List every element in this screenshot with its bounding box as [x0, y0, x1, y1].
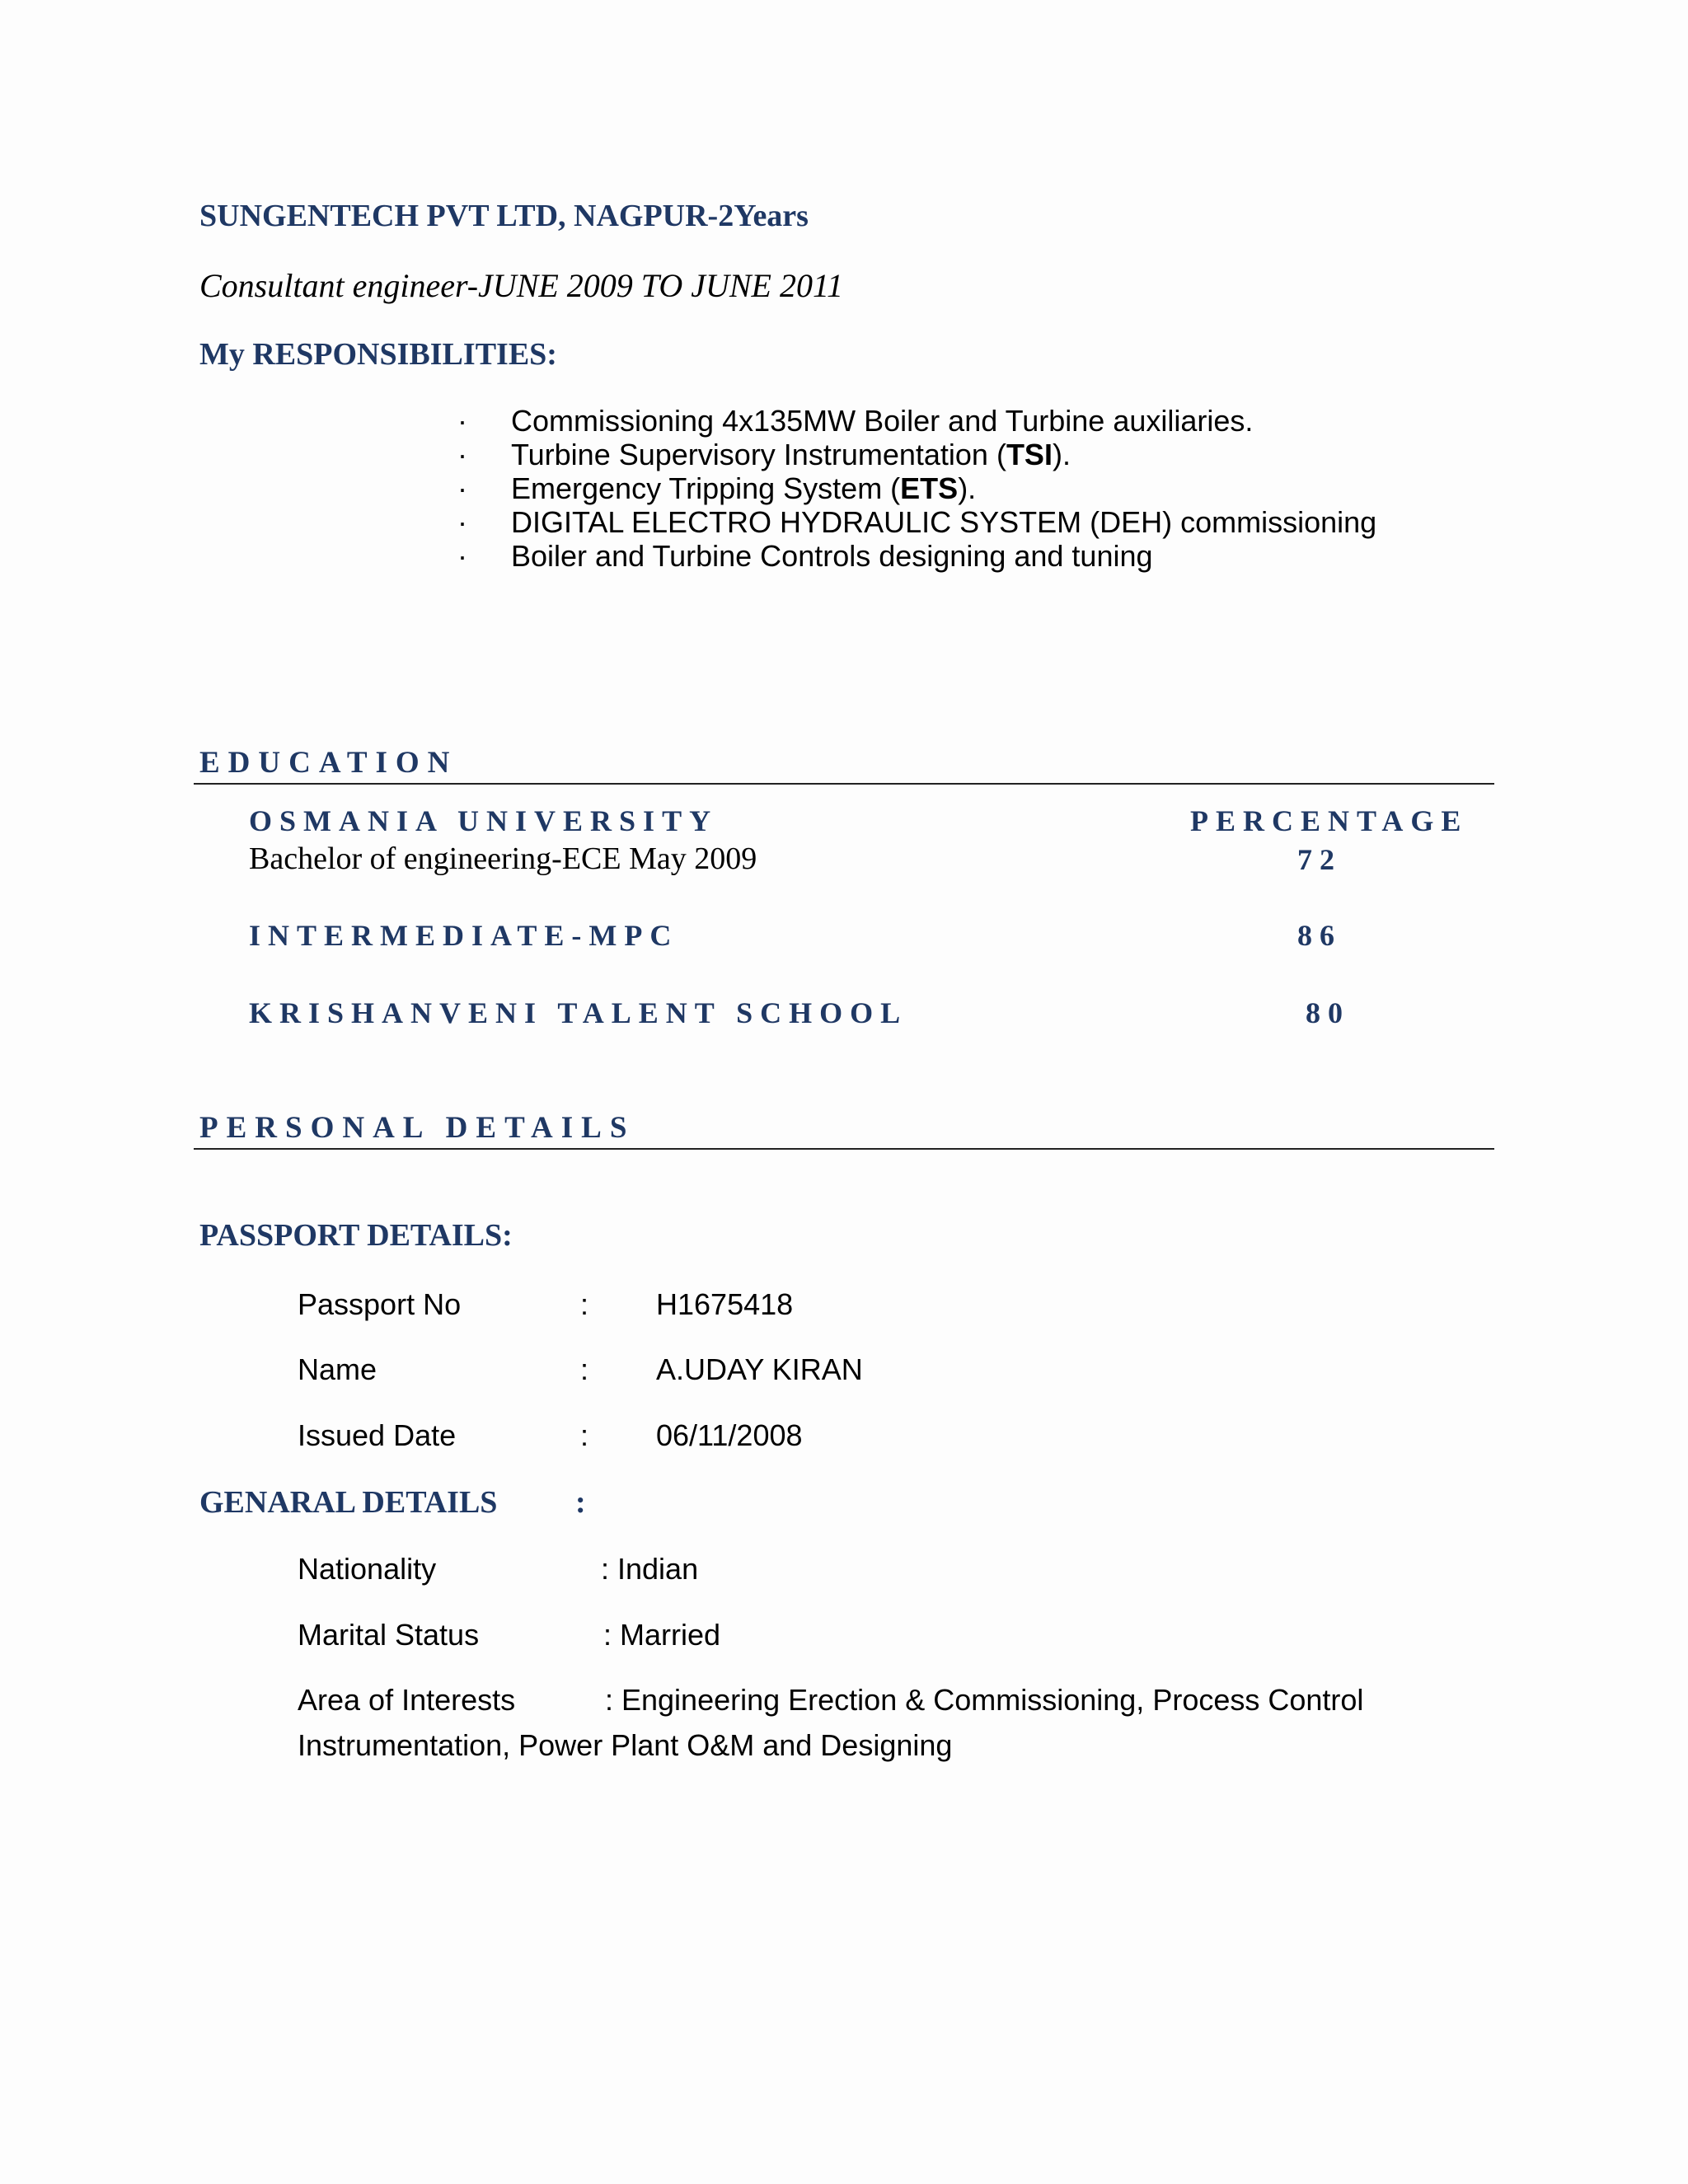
general-details-heading: GENARAL DETAILS [199, 1485, 498, 1520]
general-value: : Indian [601, 1552, 699, 1586]
bullet-text: Commissioning 4x135MW Boiler and Turbine auxiliaries. [511, 404, 1254, 438]
percentage-label: PERCENTAGE [1190, 804, 1469, 837]
education-entry-percentage: 86 [1297, 919, 1342, 952]
passport-label: Issued Date [298, 1418, 457, 1452]
bullet-glyph: · [457, 539, 467, 573]
separator: : [580, 1287, 589, 1321]
general-label: Nationality [298, 1552, 437, 1586]
education-entry-name: KRISHANVENI TALENT SCHOOL [249, 996, 908, 1029]
responsibilities-heading: My RESPONSIBILITIES: [199, 337, 557, 372]
interests-continued: Instrumentation, Power Plant O&M and Designing [298, 1728, 953, 1762]
bullet-glyph: · [457, 438, 467, 471]
general-value: : Engineering Erection & Commissioning, Process Control [605, 1683, 1364, 1717]
separator: : [580, 1418, 589, 1452]
responsibilities-list [457, 404, 1376, 573]
list-item [457, 539, 1376, 573]
bullet-glyph: · [457, 404, 467, 438]
list-item [457, 505, 1376, 539]
list-item [457, 471, 1376, 505]
company-heading: SUNGENTECH PVT LTD, NAGPUR-2Years [199, 199, 809, 233]
bullet-text: Turbine Supervisory Instrumentation (TSI). [511, 438, 1071, 471]
passport-value: A.UDAY KIRAN [656, 1352, 863, 1386]
education-title: EDUCATION [199, 746, 458, 780]
education-entry-detail: Bachelor of engineering-ECE May 2009 [249, 841, 757, 876]
general-value: : Married [603, 1618, 721, 1652]
bullet-glyph: · [457, 505, 467, 539]
passport-label: Passport No [298, 1287, 462, 1321]
education-entry-percentage: 80 [1306, 996, 1350, 1029]
separator: : [580, 1352, 589, 1386]
passport-label: Name [298, 1352, 377, 1386]
personal-details-title: PERSONAL DETAILS [199, 1111, 635, 1145]
list-item [457, 404, 1376, 438]
passport-heading: PASSPORT DETAILS: [199, 1218, 513, 1253]
general-label: Area of Interests [298, 1683, 516, 1717]
education-entry-name: INTERMEDIATE-MPC [249, 919, 679, 952]
bullet-text: DIGITAL ELECTRO HYDRAULIC SYSTEM (DEH) commissioning [511, 505, 1377, 539]
general-label: Marital Status [298, 1618, 480, 1652]
passport-value: 06/11/2008 [656, 1418, 803, 1452]
education-entry-name: OSMANIA UNIVERSITY [249, 804, 719, 837]
bullet-glyph: · [457, 471, 467, 505]
education-divider [194, 783, 1494, 785]
education-entry-percentage: 72 [1297, 843, 1342, 876]
passport-value: H1675418 [656, 1287, 794, 1321]
list-item [457, 438, 1376, 471]
role-line: Consultant engineer-JUNE 2009 TO JUNE 2011 [199, 267, 843, 304]
personal-details-divider [194, 1148, 1494, 1150]
bullet-text: Boiler and Turbine Controls designing and tuning [511, 539, 1153, 573]
separator: : [575, 1485, 586, 1520]
bullet-text: Emergency Tripping System (ETS). [511, 471, 977, 505]
